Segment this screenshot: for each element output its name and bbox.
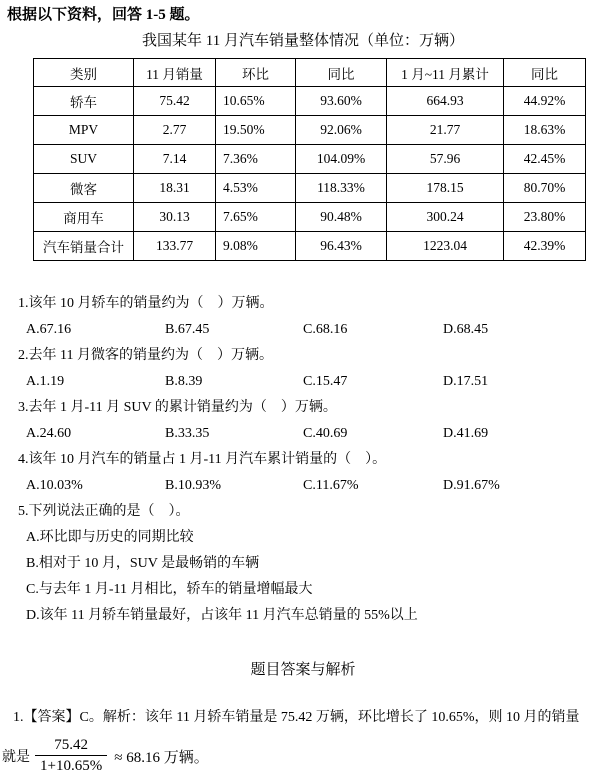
option-item: D.17.51 [443,374,489,389]
table-cell: 2.77 [134,116,216,145]
option-item: B.10.93% [165,478,221,493]
table-cell: 75.42 [134,87,216,116]
option-item: B.67.45 [165,322,210,337]
table-cell: 7.36% [216,145,296,174]
table-cell: 30.13 [134,203,216,232]
instruction-text: 根据以下资料，回答 1-5 题。 [7,7,200,23]
option-item: C.与去年 1 月-11 月相比，轿车的销量增幅最大 [26,582,313,597]
table-cell: 21.77 [387,116,504,145]
table-cell: 4.53% [216,174,296,203]
table-cell: 96.43% [296,232,387,261]
table-header-row [34,59,586,87]
col-header-nov-sales: 11 月销量 [134,59,216,87]
option-item: D.该年 11 月轿车销量最好，占该年 11 月汽车总销量的 55%以上 [26,608,418,623]
car-sales-table [33,58,586,261]
col-header-mom: 环比 [216,59,296,87]
table-cell: 57.96 [387,145,504,174]
option-item: A.环比即与历史的同期比较 [26,530,194,545]
table-cell: 汽车销量合计 [34,232,134,261]
question-5-text: 5.下列说法正确的是（ ）。 [18,504,190,519]
formula-prefix: 就是 [2,750,30,765]
question-1-options [0,317,606,343]
col-header-category: 类别 [34,59,134,87]
table-cell: 10.65% [216,87,296,116]
question-2-options [0,369,606,395]
question-4-text: 4.该年 10 月汽车的销量占 1 月-11 月汽车累计销量的（ ）。 [18,452,387,467]
option-item: A.67.16 [26,322,72,337]
col-header-cumulative-yoy: 同比 [504,59,586,87]
option-item: C.15.47 [303,374,348,389]
fraction-numerator: 75.42 [54,736,88,753]
table-row [34,203,586,232]
answer-1-analysis-line1: 1.【答案】C。解析：该年 11 月轿车销量是 75.42 万辆，环比增长了 10.65%，则 10 月的销量 [13,710,580,725]
formula-result: ≈ 68.16 万辆。 [114,749,209,766]
option-item: D.91.67% [443,478,500,493]
option-item: A.10.03% [26,478,83,493]
table-cell: 商用车 [34,203,134,232]
option-item: B.33.35 [165,426,210,441]
col-header-cumulative: 1 月~11 月累计 [387,59,504,87]
table-cell: 90.48% [296,203,387,232]
exam-document-page [0,6,606,774]
fraction [35,737,107,776]
table-cell: 微客 [34,174,134,203]
table-cell: 300.24 [387,203,504,232]
option-item: B.8.39 [165,374,203,389]
answers-heading: 题目答案与解析 [250,662,356,678]
table-cell: 664.93 [387,87,504,116]
table-row [34,87,586,116]
table-cell: 19.50% [216,116,296,145]
table-cell: 93.60% [296,87,387,116]
table-cell: 18.63% [504,116,586,145]
table-cell: 7.14 [134,145,216,174]
option-item: C.68.16 [303,322,348,337]
table-cell: 118.33% [296,174,387,203]
option-item: B.相对于 10 月，SUV 是最畅销的车辆 [26,556,260,571]
table-row [34,145,586,174]
questions-section [0,291,606,629]
option-item: C.11.67% [303,478,359,493]
table-cell: 44.92% [504,87,586,116]
table-cell: 133.77 [134,232,216,261]
fraction-denominator: 1+10.65% [35,755,107,775]
table-cell: 23.80% [504,203,586,232]
option-item: A.24.60 [26,426,72,441]
table-cell: 42.39% [504,232,586,261]
table-cell: 1223.04 [387,232,504,261]
question-3-options [0,421,606,447]
table-cell: 92.06% [296,116,387,145]
question-3-text: 3.去年 1 月-11 月 SUV 的累计销量约为（ ）万辆。 [18,400,337,415]
question-2-text: 2.去年 11 月微客的销量约为（ ）万辆。 [18,348,273,363]
option-item: D.68.45 [443,322,489,337]
table-row-total [34,232,586,261]
table-title: 我国某年 11 月汽车销量整体情况（单位：万辆） [142,33,464,49]
table-cell: 7.65% [216,203,296,232]
question-1-text: 1.该年 10 月轿车的销量约为（ ）万辆。 [18,296,274,311]
answer-1-formula-line [0,731,606,781]
table-row [34,174,586,203]
question-4-options [0,473,606,499]
table-cell: 18.31 [134,174,216,203]
table-cell: 9.08% [216,232,296,261]
table-cell: 轿车 [34,87,134,116]
table-cell: MPV [34,116,134,145]
option-item: C.40.69 [303,426,348,441]
table-cell: 178.15 [387,174,504,203]
option-item: A.1.19 [26,374,65,389]
col-header-yoy: 同比 [296,59,387,87]
table-cell: 42.45% [504,145,586,174]
table-cell: 104.09% [296,145,387,174]
table-cell: 80.70% [504,174,586,203]
option-item: D.41.69 [443,426,489,441]
table-row [34,116,586,145]
table-cell: SUV [34,145,134,174]
